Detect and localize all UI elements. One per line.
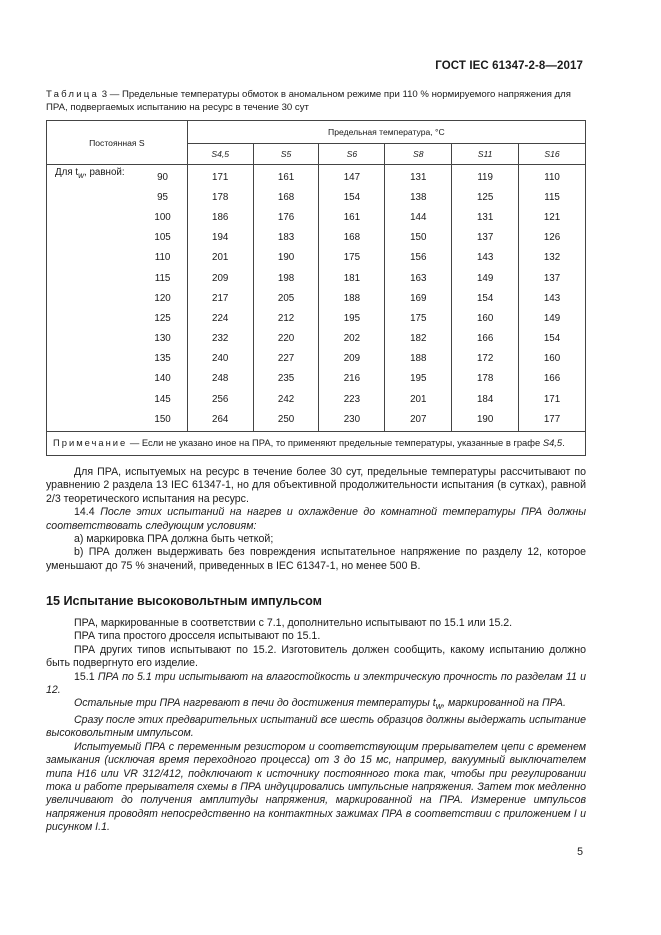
temperature-cell: 161 (319, 207, 385, 227)
temperature-cell: 201 (187, 248, 253, 268)
tw-value: 95 (138, 187, 187, 207)
subheader-s5: S5 (253, 144, 319, 165)
temperature-cell: 166 (519, 369, 586, 389)
temperature-cell: 184 (452, 389, 519, 409)
temperature-cell: 256 (187, 389, 253, 409)
temperature-cell: 154 (452, 288, 519, 308)
tw-value: 130 (138, 329, 187, 349)
clause-text: ПРА по 5.1 три испытывают на влагостойкость и электрическую прочность по разделам 11 и 12. (46, 670, 587, 697)
note-label: Примечание (53, 437, 128, 449)
temperature-cell: 209 (319, 349, 385, 369)
temperature-cell: 175 (385, 308, 452, 328)
temperature-cell: 188 (385, 349, 452, 369)
temperature-cell: 119 (452, 165, 519, 188)
note-text: — Если не указано иное на ПРА, то применяют предельные температуры, указанные в графе (127, 437, 543, 449)
temperature-cell: 161 (253, 165, 319, 188)
temperature-cell: 132 (519, 248, 586, 268)
text-part: , маркированной на ПРА. (442, 697, 566, 710)
temperature-cell: 137 (519, 268, 586, 288)
table-caption (46, 89, 586, 114)
temperature-cell: 176 (253, 207, 319, 227)
subheader-s4-5: S4,5 (187, 144, 253, 165)
paragraph: Для ПРА, испытуемых на ресурс в течение более 30 сут, предельные температуры рассчитывают по уравнению 2 раздела 13 IEC 61347-1, но для объективной продолжительности испытания (в сутках), равной 2/3 теоретического испытания на ресурс. (46, 466, 586, 505)
temperature-cell: 143 (519, 288, 586, 308)
temperature-cell: 150 (385, 228, 452, 248)
temperature-cell: 177 (519, 409, 586, 432)
subheader-s11: S11 (452, 144, 519, 165)
page-number: 5 (577, 846, 583, 858)
temperature-cell: 224 (187, 308, 253, 328)
tw-value: 105 (138, 228, 187, 248)
temperature-cell: 175 (319, 248, 385, 268)
paragraph (46, 697, 586, 714)
temperature-cell: 149 (519, 308, 586, 328)
temperature-cell: 168 (319, 228, 385, 248)
temperature-cell: 178 (187, 187, 253, 207)
temperature-cell: 235 (253, 369, 319, 389)
tw-value: 90 (138, 165, 187, 188)
temperature-cell: 115 (519, 187, 586, 207)
tw-value: 100 (138, 207, 187, 227)
table-row (47, 165, 586, 188)
subheader-s8: S8 (385, 144, 452, 165)
temperature-cell: 126 (519, 228, 586, 248)
temperature-cell: 131 (452, 207, 519, 227)
temperature-cell: 205 (253, 288, 319, 308)
temperature-cell: 212 (253, 308, 319, 328)
temperature-cell: 178 (452, 369, 519, 389)
temperature-cell: 143 (452, 248, 519, 268)
text-part: Остальные три ПРА нагревают в печи до достижения температуры t (74, 697, 436, 710)
tw-value: 110 (138, 248, 187, 268)
temperature-cell: 147 (319, 165, 385, 188)
temperature-cell: 172 (452, 349, 519, 369)
header-constant-s: Постоянная S (47, 121, 188, 165)
temperature-cell: 194 (187, 228, 253, 248)
temperature-cell: 163 (385, 268, 452, 288)
subheader-s16: S16 (519, 144, 586, 165)
temperature-cell: 195 (319, 308, 385, 328)
temperature-cell: 169 (385, 288, 452, 308)
temperature-cell: 181 (319, 268, 385, 288)
temperature-cell: 160 (452, 308, 519, 328)
temperature-cell: 190 (452, 409, 519, 432)
paragraph-14-4 (46, 506, 586, 533)
note-end: . (562, 437, 565, 449)
table-caption-label: Таблица (46, 89, 100, 100)
row-label-text: Для t (55, 167, 79, 178)
temperature-cell: 230 (319, 409, 385, 432)
temperature-cell: 217 (187, 288, 253, 308)
tw-value: 120 (138, 288, 187, 308)
temperature-cell: 166 (452, 329, 519, 349)
tw-value: 115 (138, 268, 187, 288)
temperature-cell: 144 (385, 207, 452, 227)
subheader-s6: S6 (319, 144, 385, 165)
body-block-1 (46, 466, 586, 573)
row-label-end: , равной: (84, 167, 125, 178)
temperature-cell: 198 (253, 268, 319, 288)
temperature-cell: 183 (253, 228, 319, 248)
temperature-cell: 171 (519, 389, 586, 409)
temperature-cell: 248 (187, 369, 253, 389)
temperature-cell: 168 (253, 187, 319, 207)
clause-number: 15.1 (74, 670, 98, 683)
temperature-cell: 156 (385, 248, 452, 268)
tw-value: 150 (138, 409, 187, 432)
paragraph: ПРА, маркированные в соответствии с 7.1, дополнительно испытывают по 15.1 или 15.2. (74, 617, 513, 629)
list-item-b: b) ПРА должен выдерживать без повреждения испытательное напряжение по разделу 12, которое уменьшают до 75 % значений, приведенных в IEC 61347-1, но менее 500 В. (46, 546, 586, 572)
clause-number: 14.4 (74, 506, 101, 519)
temperature-cell: 149 (452, 268, 519, 288)
temperature-cell: 125 (452, 187, 519, 207)
temperature-cell: 121 (519, 207, 586, 227)
temperature-cell: 227 (253, 349, 319, 369)
temperature-cell: 195 (385, 369, 452, 389)
temperature-cell: 202 (319, 329, 385, 349)
paragraph-15-1 (46, 671, 586, 698)
temperature-cell: 131 (385, 165, 452, 188)
row-label-subscript: w (78, 170, 84, 180)
temperature-cell: 186 (187, 207, 253, 227)
tw-value: 145 (138, 389, 187, 409)
temperature-cell: 110 (519, 165, 586, 188)
temperature-cell: 160 (519, 349, 586, 369)
table-caption-text: 3 — Предельные температуры обмоток в аномальном режиме при 110 % нормируемого напряжения для ПРА, подвергаемых испытанию на ресурс в течение 30 сут (46, 89, 571, 113)
note-ref: S4,5 (542, 437, 563, 449)
temperature-cell: 240 (187, 349, 253, 369)
temperature-cell: 137 (452, 228, 519, 248)
document-code: ГОСТ IEC 61347-2-8—2017 (435, 60, 583, 72)
temperature-cell: 154 (519, 329, 586, 349)
temperature-cell: 201 (385, 389, 452, 409)
header-limit-temperature: Предельная температура, °С (187, 121, 585, 144)
paragraph: Сразу после этих предварительных испытаний все шесть образцов должны выдержать испытание высоковольтным импульсом. (46, 713, 586, 740)
table-note (47, 432, 586, 455)
temperature-cell: 154 (319, 187, 385, 207)
list-item-a: a) маркировка ПРА должна быть четкой; (74, 533, 274, 546)
temperature-cell: 220 (253, 329, 319, 349)
tw-value: 140 (138, 369, 187, 389)
temperature-cell: 171 (187, 165, 253, 188)
temperature-table (46, 120, 586, 456)
clause-text: После этих испытаний на нагрев и охлаждение до комнатной температуры ПРА должны соответствовать следующим условиям: (46, 506, 587, 532)
temperature-cell: 138 (385, 187, 452, 207)
temperature-cell: 182 (385, 329, 452, 349)
temperature-cell: 190 (253, 248, 319, 268)
temperature-cell: 223 (319, 389, 385, 409)
section-15-title: 15 Испытание высоковольтным импульсом (46, 594, 322, 608)
body-block-2 (46, 617, 586, 835)
temperature-cell: 232 (187, 329, 253, 349)
subscript: w (435, 701, 443, 712)
row-label (47, 165, 139, 432)
temperature-cell: 207 (385, 409, 452, 432)
paragraph: ПРА типа простого дросселя испытывают по 15.1. (74, 630, 321, 643)
temperature-cell: 250 (253, 409, 319, 432)
temperature-cell: 242 (253, 389, 319, 409)
paragraph: ПРА других типов испытывают по 15.2. Изготовитель должен сообщить, какому испытанию должно быть подвергнуто его изделие. (46, 643, 586, 670)
temperature-cell: 209 (187, 268, 253, 288)
temperature-cell: 216 (319, 369, 385, 389)
tw-value: 125 (138, 308, 187, 328)
temperature-cell: 264 (187, 409, 253, 432)
paragraph: Испытуемый ПРА с переменным резистором и соответствующим прерывателем цепи с временем замыкания (исключая время переходного процесса) от 3 до 15 мс, например, вакуумный выключателем типа Н16 или VR 312/412, подключают к источнику постоянного тока так, чтобы при регулировании тока и работе прерывателя схемы в ПРА индуцировались импульсные напряжения. Затем ток медленно увеличивают до получения амплитуды напряжения, маркированной на ПРА. Измерение импульсов напряжения проводят непосредственно на контактных зажимах ПРА в соответствии с приложением I и рисунком I.1. (46, 740, 586, 834)
tw-value: 135 (138, 349, 187, 369)
temperature-cell: 188 (319, 288, 385, 308)
